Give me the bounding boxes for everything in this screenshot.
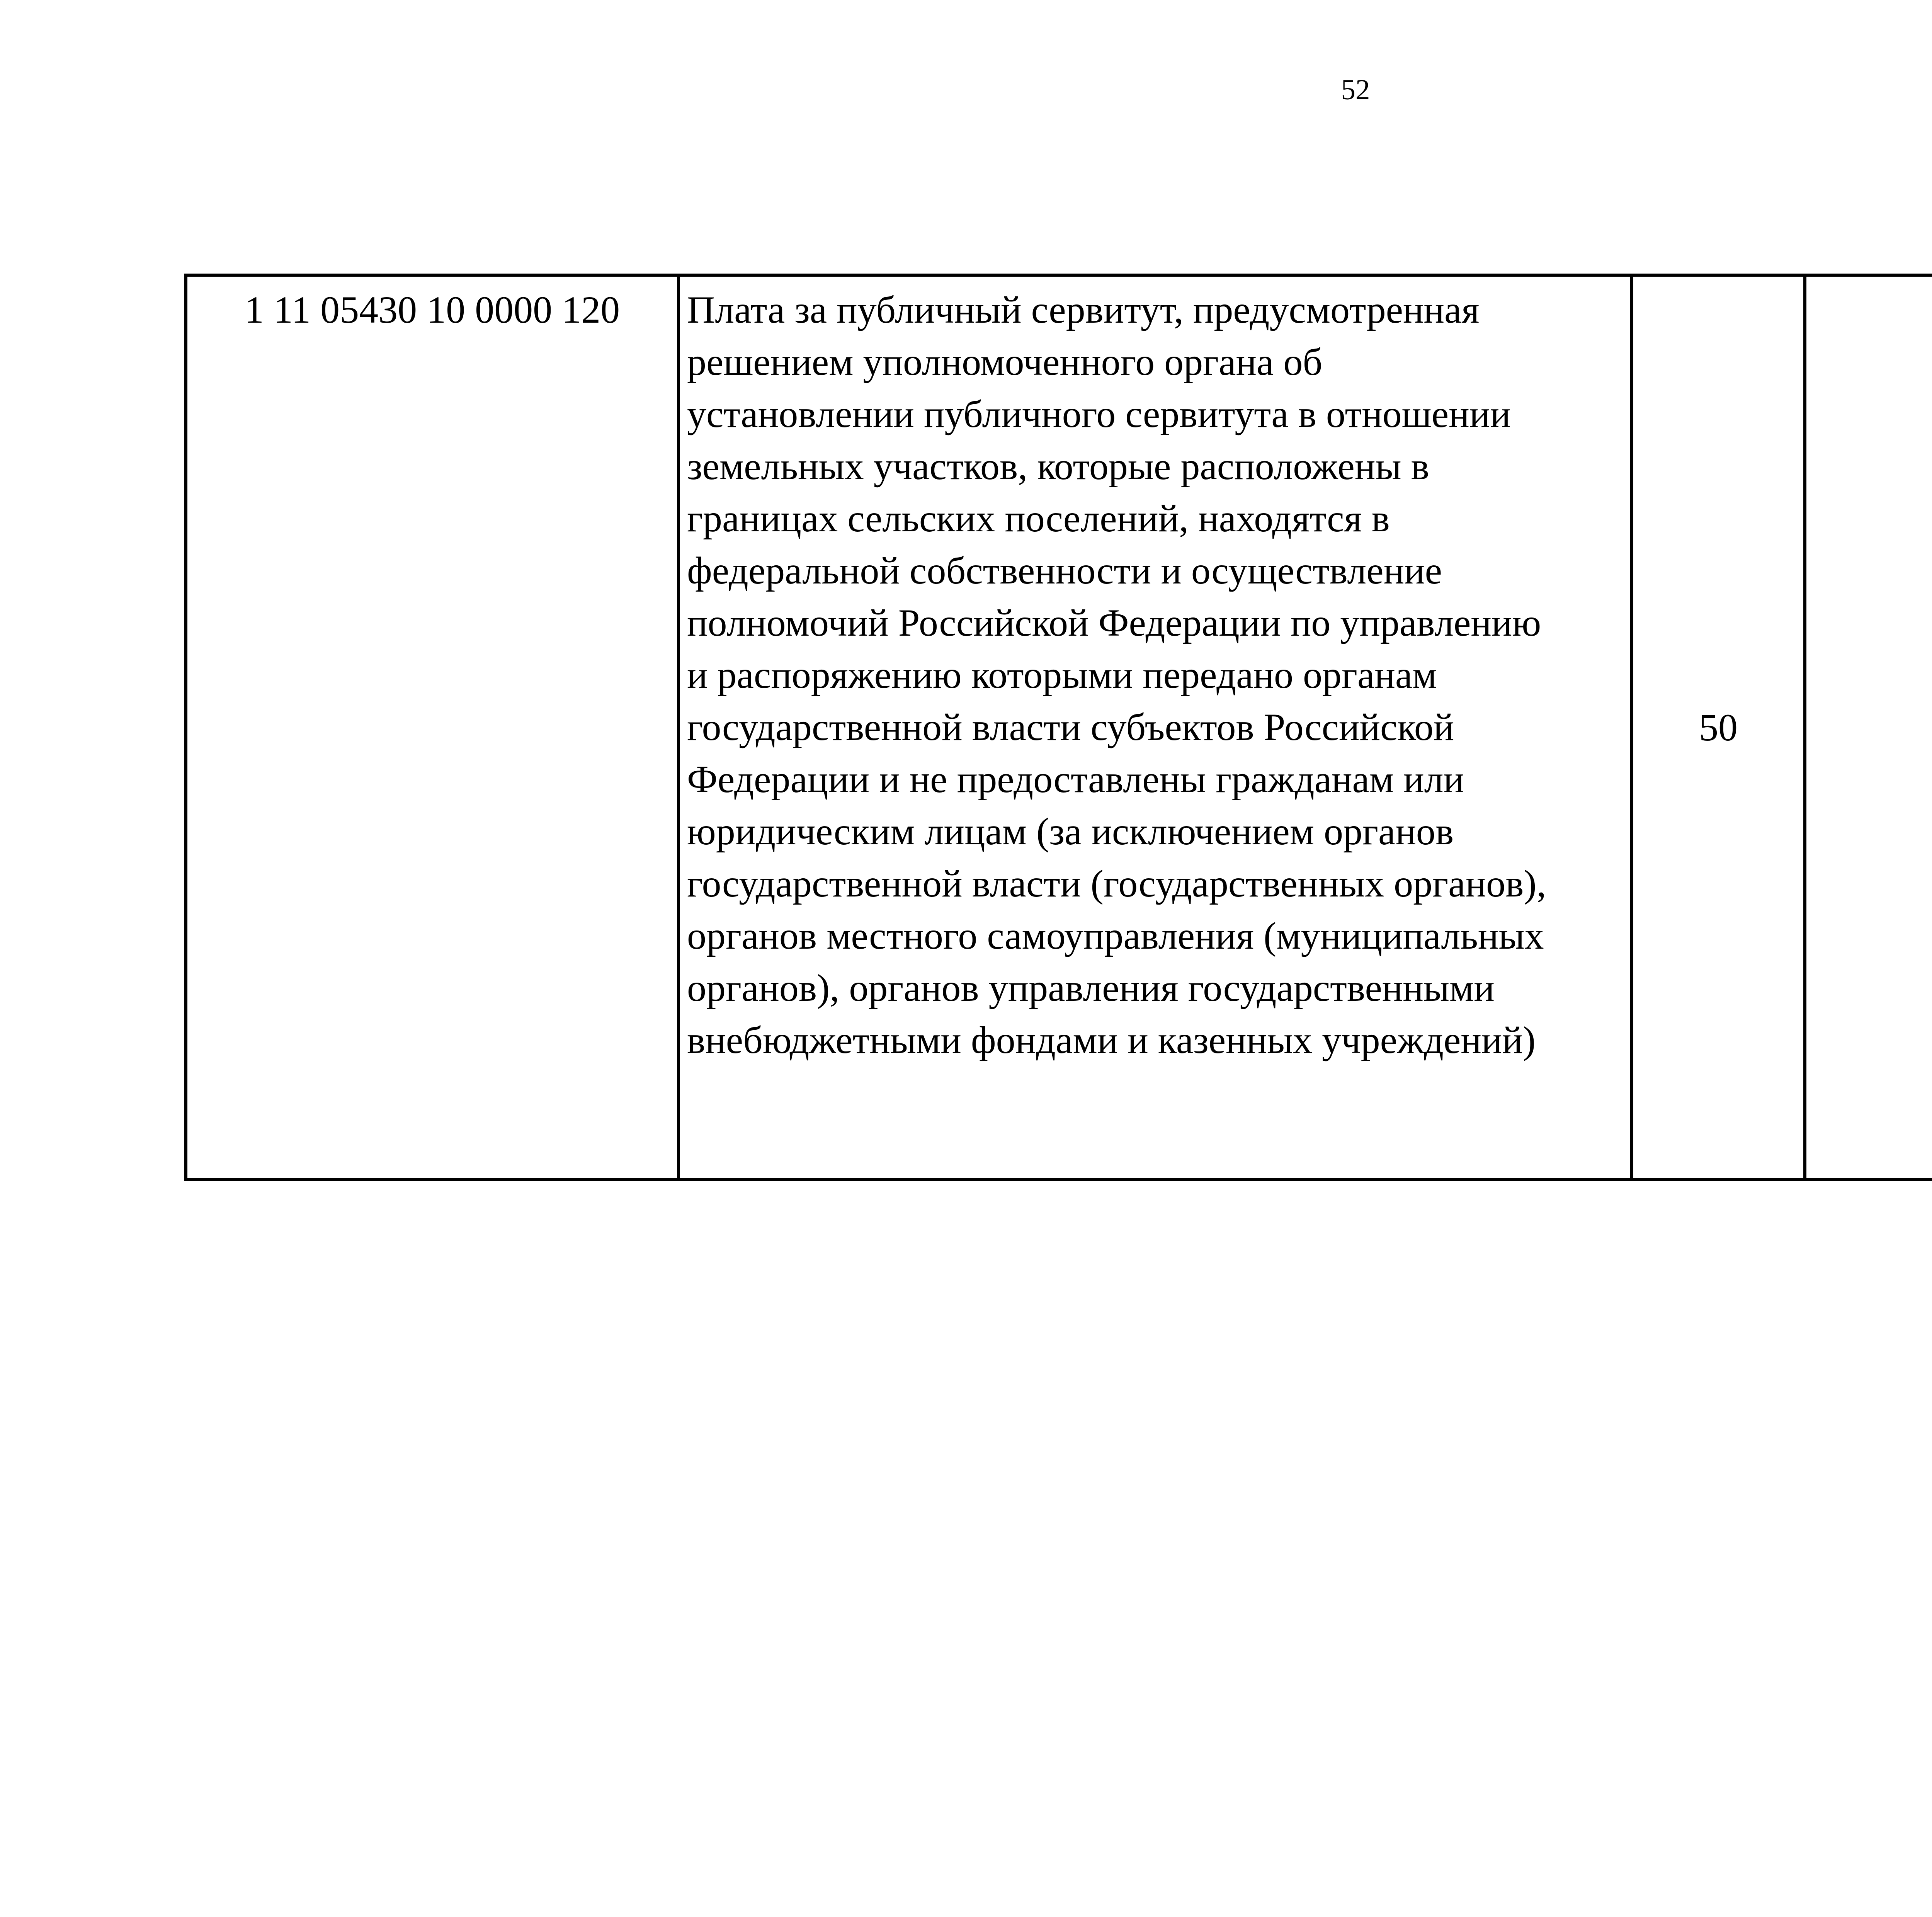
page-number: 52: [1341, 74, 1370, 106]
description-line: Плата за публичный сервитут, предусмотренная: [687, 288, 1480, 331]
revenue-description-cell: [679, 275, 1632, 1180]
revenue-table: [184, 274, 1932, 1181]
revenue-code-cell: 1 11 05430 10 0000 120: [186, 275, 679, 1180]
description-line: Федерации и не предоставлены гражданам или: [687, 758, 1464, 801]
table-row: [186, 275, 1932, 1180]
description-line: внебюджетными фондами и казенных учреждений): [687, 1019, 1536, 1061]
description-line: установлении публичного сервитута в отношении: [687, 393, 1511, 435]
description-line: границах сельских поселений, находятся в: [687, 497, 1390, 540]
description-line: федеральной собственности и осуществление: [687, 549, 1442, 592]
description-line: юридическим лицам (за исключением органов: [687, 810, 1454, 853]
description-line: и распоряжению которыми передано органам: [687, 653, 1437, 696]
description-line: полномочий Российской Федерации по управлению: [687, 601, 1541, 644]
description-line: земельных участков, которые расположены в: [687, 445, 1429, 488]
value-cell-col3: 50: [1632, 275, 1805, 1180]
description-line: органов), органов управления государственными: [687, 966, 1495, 1009]
description-line: государственной власти субъектов Российской: [687, 706, 1454, 748]
value-cell-col4: [1805, 275, 1932, 1180]
description-line: органов местного самоуправления (муниципальных: [687, 914, 1544, 957]
description-line: государственной власти (государственных органов),: [687, 862, 1546, 905]
description-line: решением уполномоченного органа об: [687, 340, 1323, 383]
